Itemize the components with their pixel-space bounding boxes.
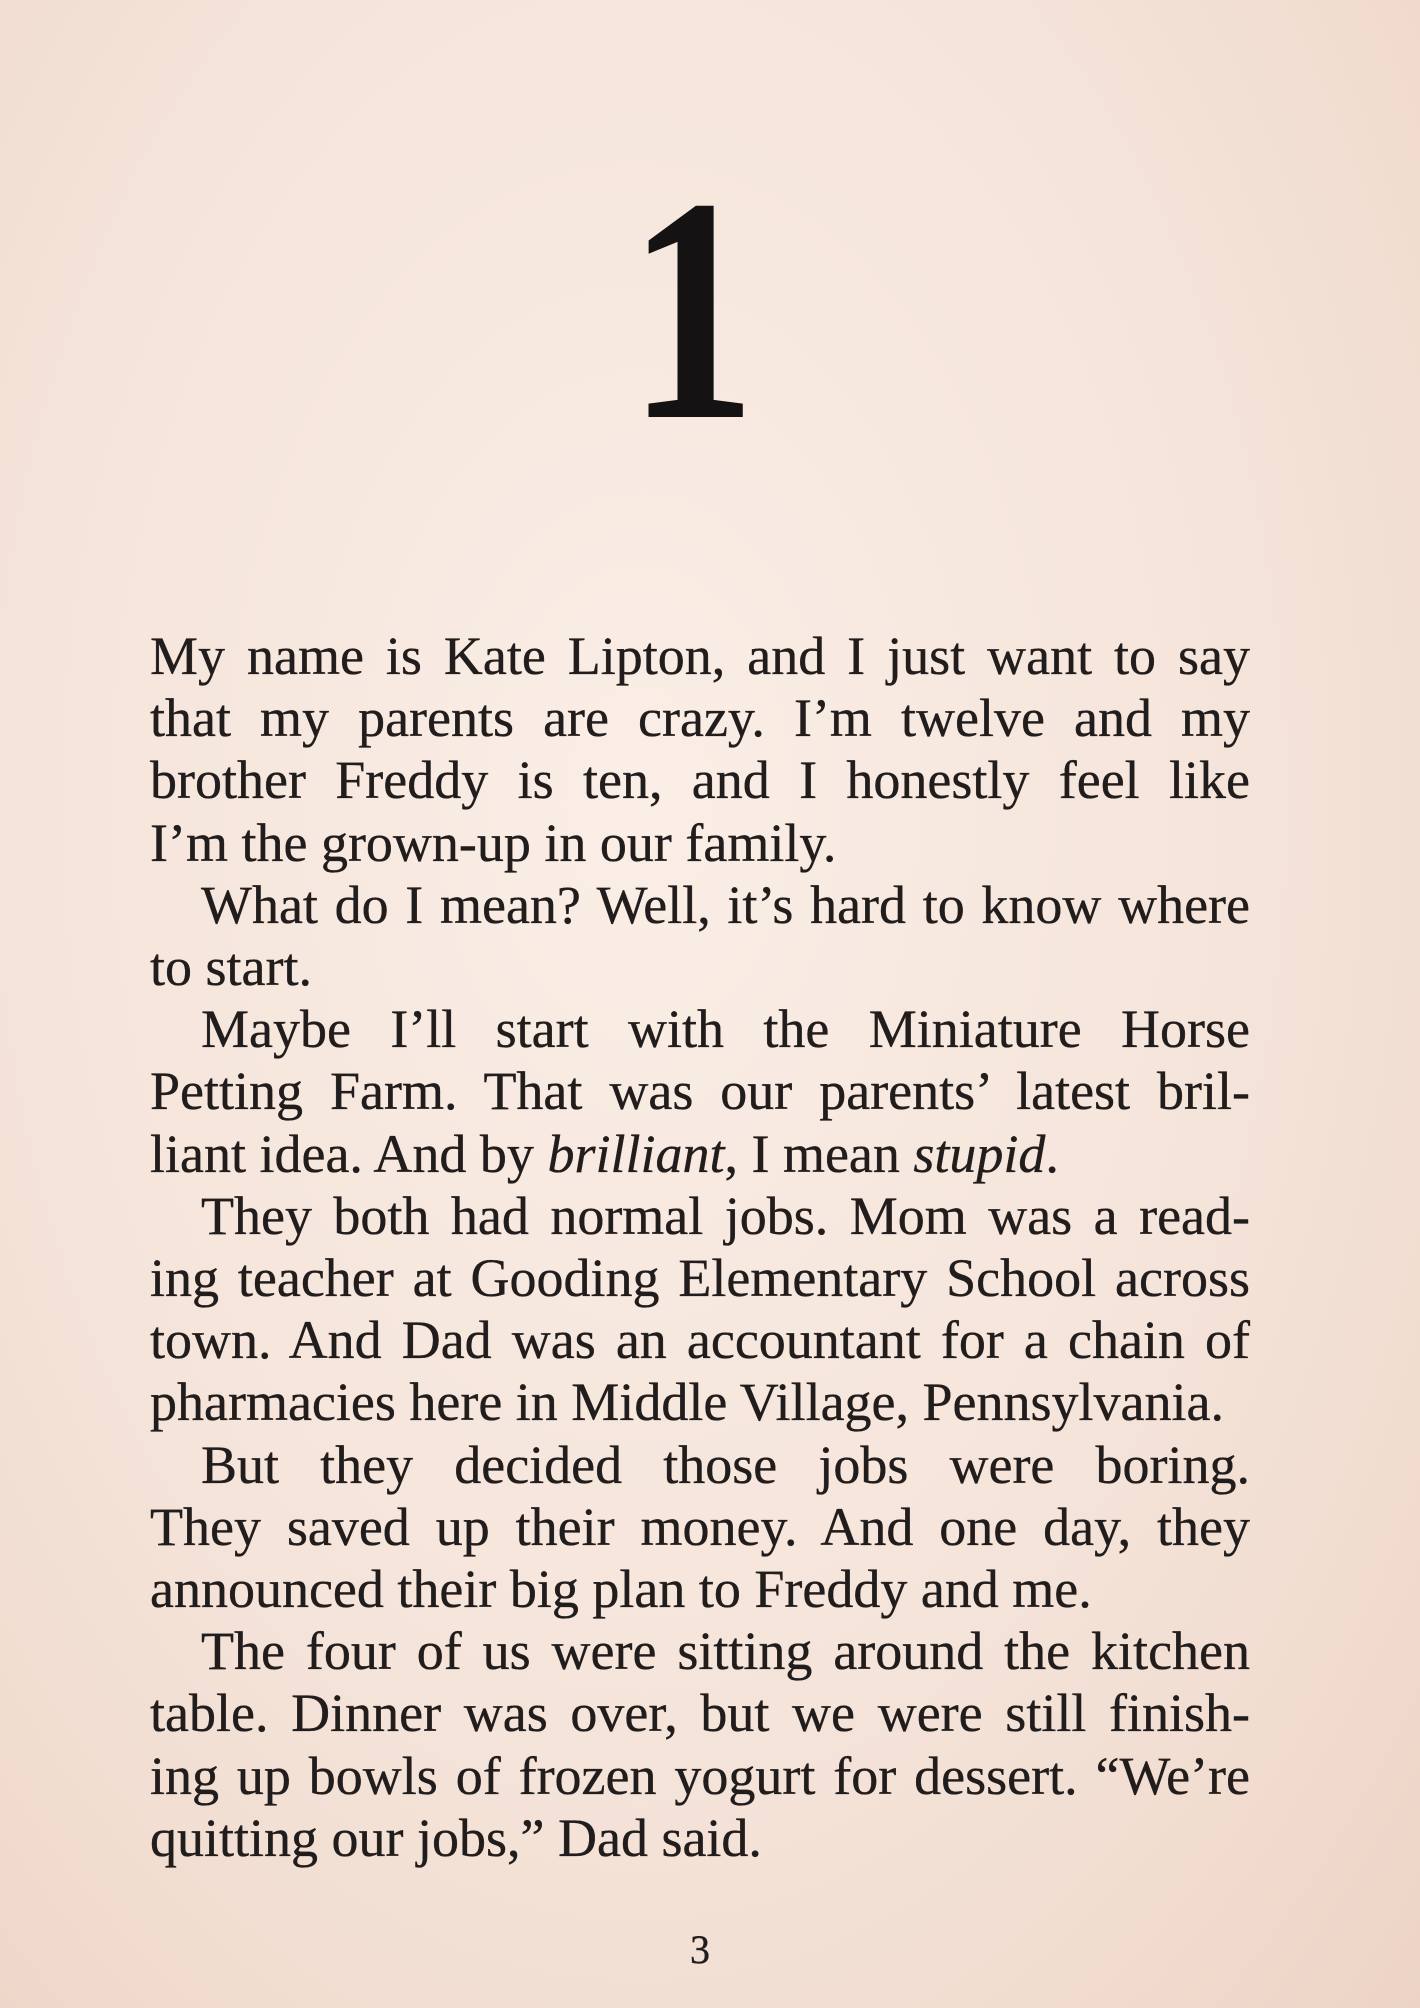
paragraph xyxy=(150,1434,1250,1621)
text-segment: liant idea. And by xyxy=(150,1123,548,1184)
chapter-number: 1 xyxy=(628,133,756,487)
text-line: ing up bowls of frozen yogurt for dessert. “We’re xyxy=(150,1745,1250,1806)
italic-word: brilliant xyxy=(547,1123,725,1184)
text-line: They both had normal jobs. Mom was a read- xyxy=(201,1185,1250,1246)
text-line: announced their big plan to Freddy and me. xyxy=(150,1559,1092,1620)
paragraph xyxy=(150,1620,1250,1869)
paragraph xyxy=(150,998,1250,1185)
body-text xyxy=(150,625,1250,1869)
text-line: quitting our jobs,” Dad said. xyxy=(150,1807,762,1868)
paragraph xyxy=(150,625,1250,874)
text-line: brother Freddy is ten, and I honestly feel like xyxy=(150,750,1250,811)
page-number: 3 xyxy=(690,1927,710,1972)
text-line xyxy=(150,1123,1250,1185)
text-line: The four of us were sitting around the kitchen xyxy=(201,1621,1250,1682)
paragraph xyxy=(150,1185,1250,1434)
text-line: table. Dinner was over, but we were still finish- xyxy=(150,1683,1250,1744)
text-line: But they decided those jobs were boring. xyxy=(201,1434,1250,1495)
text-line: What do I mean? Well, it’s hard to know where xyxy=(201,874,1250,935)
text-line: town. And Dad was an accountant for a chain of xyxy=(150,1310,1250,1371)
text-segment: . xyxy=(1045,1123,1059,1184)
text-line: that my parents are crazy. I’m twelve and my xyxy=(150,688,1250,749)
text-line: I’m the grown-up in our family. xyxy=(150,812,837,873)
text-line: My name is Kate Lipton, and I just want to say xyxy=(150,626,1250,686)
text-segment: , I mean xyxy=(724,1123,914,1184)
text-line: ing teacher at Gooding Elementary School across xyxy=(150,1248,1250,1309)
text-line: pharmacies here in Middle Village, Pennsylvania. xyxy=(150,1372,1224,1433)
text-line: They saved up their money. And one day, they xyxy=(150,1496,1250,1557)
italic-word: stupid xyxy=(913,1123,1046,1184)
text-line: Maybe I’ll start with the Miniature Horse xyxy=(201,999,1250,1060)
text-line: Petting Farm. That was our parents’ latest bril- xyxy=(150,1061,1250,1122)
paragraph xyxy=(150,874,1250,998)
text-line: to start. xyxy=(150,937,312,998)
